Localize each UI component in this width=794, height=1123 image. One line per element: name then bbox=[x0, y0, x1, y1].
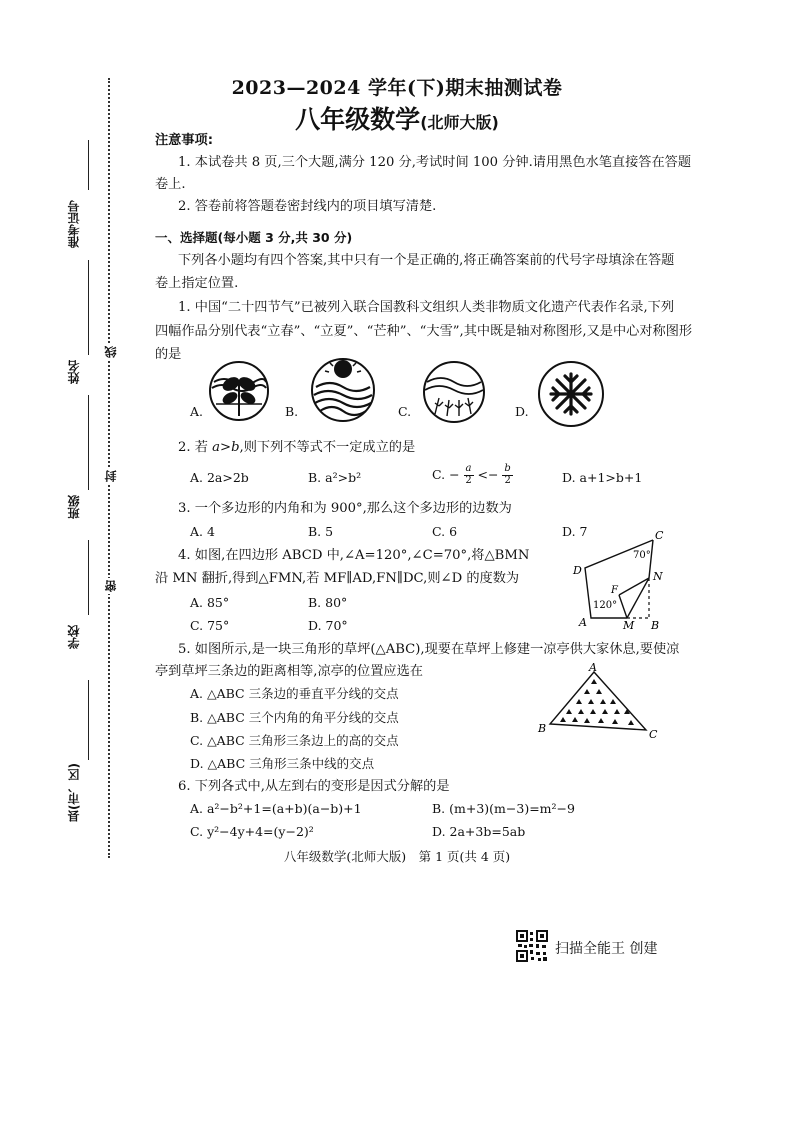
notes-item-2: 2. 答卷前将答题卷密封线内的项目填写清楚. bbox=[178, 199, 437, 214]
q2-option-c: C. − $\frac{a}{2}$ <− $\frac{b}{2}$ bbox=[432, 463, 511, 486]
field-line bbox=[88, 140, 89, 190]
q3-option-b: B. 5 bbox=[308, 524, 334, 539]
seal-char-feng: 封 bbox=[104, 470, 118, 482]
class-label: 班级 bbox=[67, 495, 81, 519]
grass-pattern bbox=[560, 679, 634, 725]
label-a: A bbox=[579, 616, 587, 629]
exam-number-label: 准考证号 bbox=[67, 200, 81, 248]
page-footer: 八年级数学(北师大版) 第 1 页(共 4 页) bbox=[283, 849, 511, 864]
scanner-watermark: 扫描全能王 创建 bbox=[555, 941, 658, 957]
mangzhong-image bbox=[421, 360, 487, 424]
angle-a-label: 120° bbox=[593, 600, 618, 611]
q1-option-b-label: B. bbox=[285, 404, 299, 419]
q4-option-b: B. 80° bbox=[308, 595, 348, 610]
angle-c-label: 70° bbox=[633, 550, 651, 561]
field-line bbox=[88, 260, 89, 355]
section-intro-cont: 卷上指定位置. bbox=[155, 276, 239, 291]
q4-option-d: D. 70° bbox=[308, 618, 348, 633]
q5-option-d: D. △ABC 三角形三条中线的交点 bbox=[190, 756, 375, 771]
q1-stem-2: 四幅作品分别代表“立春”、“立夏”、“芒种”、“大雪”,其中既是轴对称图形,又是中心对称图形 bbox=[155, 324, 693, 339]
notes-item-1: 1. 本试卷共 8 页,三个大题,满分 120 分,考试时间 100 分钟.请用黑色水笔直接答在答题 bbox=[178, 155, 692, 170]
lichun-image bbox=[208, 360, 270, 422]
seal-char-mi: 密 bbox=[104, 580, 118, 592]
q4-stem: 4. 如图,在四边形 ABCD 中,∠A=120°,∠C=70°,将△BMN bbox=[178, 548, 530, 563]
q3-option-d: D. 7 bbox=[562, 524, 588, 539]
label-m: M bbox=[623, 619, 635, 630]
notes-item-1-cont: 卷上. bbox=[155, 177, 186, 192]
label-f: F bbox=[611, 585, 618, 596]
q6-option-a: A. a²−b²+1=(a+b)(a−b)+1 bbox=[190, 801, 362, 816]
label-d: D bbox=[573, 564, 582, 577]
q1-option-d-label: D. bbox=[515, 404, 529, 419]
section-intro: 下列各小题均有四个答案,其中只有一个是正确的,将正确答案前的代号字母填涂在答题 bbox=[178, 253, 675, 268]
q6-stem: 6. 下列各式中,从左到右的变形是因式分解的是 bbox=[178, 779, 450, 794]
label-b: B bbox=[538, 722, 547, 735]
label-b: B bbox=[651, 619, 660, 630]
seal-char-xian: 线 bbox=[104, 346, 118, 358]
q5-option-b: B. △ABC 三个内角的角平分线的交点 bbox=[190, 710, 399, 725]
label-c: C bbox=[655, 530, 664, 542]
q5-triangle-diagram bbox=[536, 662, 662, 742]
notes-heading: 注意事项: bbox=[155, 133, 214, 148]
q2-stem: 2. 若 a>b,则下列不等式不一定成立的是 bbox=[178, 440, 416, 455]
exam-title: 2023—2024 学年(下)期末抽测试卷 bbox=[231, 77, 563, 99]
q3-option-c: C. 6 bbox=[432, 524, 458, 539]
edition-label: (北师大版) bbox=[420, 113, 499, 132]
q1-stem-3: 的是 bbox=[155, 347, 182, 362]
school-label: 学校 bbox=[67, 625, 81, 649]
q1-option-c-label: C. bbox=[398, 404, 412, 419]
field-line bbox=[88, 680, 89, 760]
q2-option-d: D. a+1>b+1 bbox=[562, 470, 643, 485]
q4-quadrilateral-diagram bbox=[565, 530, 665, 630]
field-line bbox=[88, 395, 89, 490]
q4-stem-2: 沿 MN 翻折,得到△FMN,若 MF∥AD,FN∥DC,则∠D 的度数为 bbox=[155, 571, 520, 586]
label-c: C bbox=[649, 728, 658, 741]
name-label: 姓名 bbox=[67, 360, 81, 384]
label-n: N bbox=[653, 570, 663, 583]
q2-option-b: B. a²>b² bbox=[308, 470, 362, 485]
q5-option-a: A. △ABC 三条边的垂直平分线的交点 bbox=[190, 686, 399, 701]
label-a: A bbox=[589, 662, 597, 674]
q4-option-a: A. 85° bbox=[190, 595, 230, 610]
q3-stem: 3. 一个多边形的内角和为 900°,那么这个多边形的边数为 bbox=[178, 501, 512, 516]
section-heading: 一、选择题(每小题 3 分,共 30 分) bbox=[155, 230, 353, 245]
county-label: 县(市、区) bbox=[67, 763, 81, 822]
q1-stem: 1. 中国“二十四节气”已被列入联合国教科文组织人类非物质文化遗产代表作名录,下列 bbox=[178, 300, 675, 315]
qr-code-icon bbox=[516, 930, 548, 962]
q6-option-b: B. (m+3)(m−3)=m²−9 bbox=[432, 801, 575, 816]
q2-option-a: A. 2a>2b bbox=[190, 470, 249, 485]
q6-option-c: C. y²−4y+4=(y−2)² bbox=[190, 824, 314, 839]
q5-option-c: C. △ABC 三角形三条边上的高的交点 bbox=[190, 733, 399, 748]
q1-option-a-label: A. bbox=[190, 404, 204, 419]
subject-name: 八年级数学 bbox=[295, 105, 421, 134]
daxue-image bbox=[537, 360, 605, 428]
q6-option-d: D. 2a+3b=5ab bbox=[432, 824, 526, 839]
q5-stem: 5. 如图所示,是一块三角形的草坪(△ABC),现要在草坪上修建一凉亭供大家休息,要使凉 bbox=[178, 642, 680, 657]
exam-subject bbox=[0, 100, 794, 136]
lixia-image bbox=[310, 357, 376, 423]
field-line bbox=[88, 540, 89, 615]
q3-option-a: A. 4 bbox=[190, 524, 215, 539]
q5-stem-2: 亭到草坪三条边的距离相等,凉亭的位置应选在 bbox=[155, 664, 423, 679]
q4-option-c: C. 75° bbox=[190, 618, 230, 633]
